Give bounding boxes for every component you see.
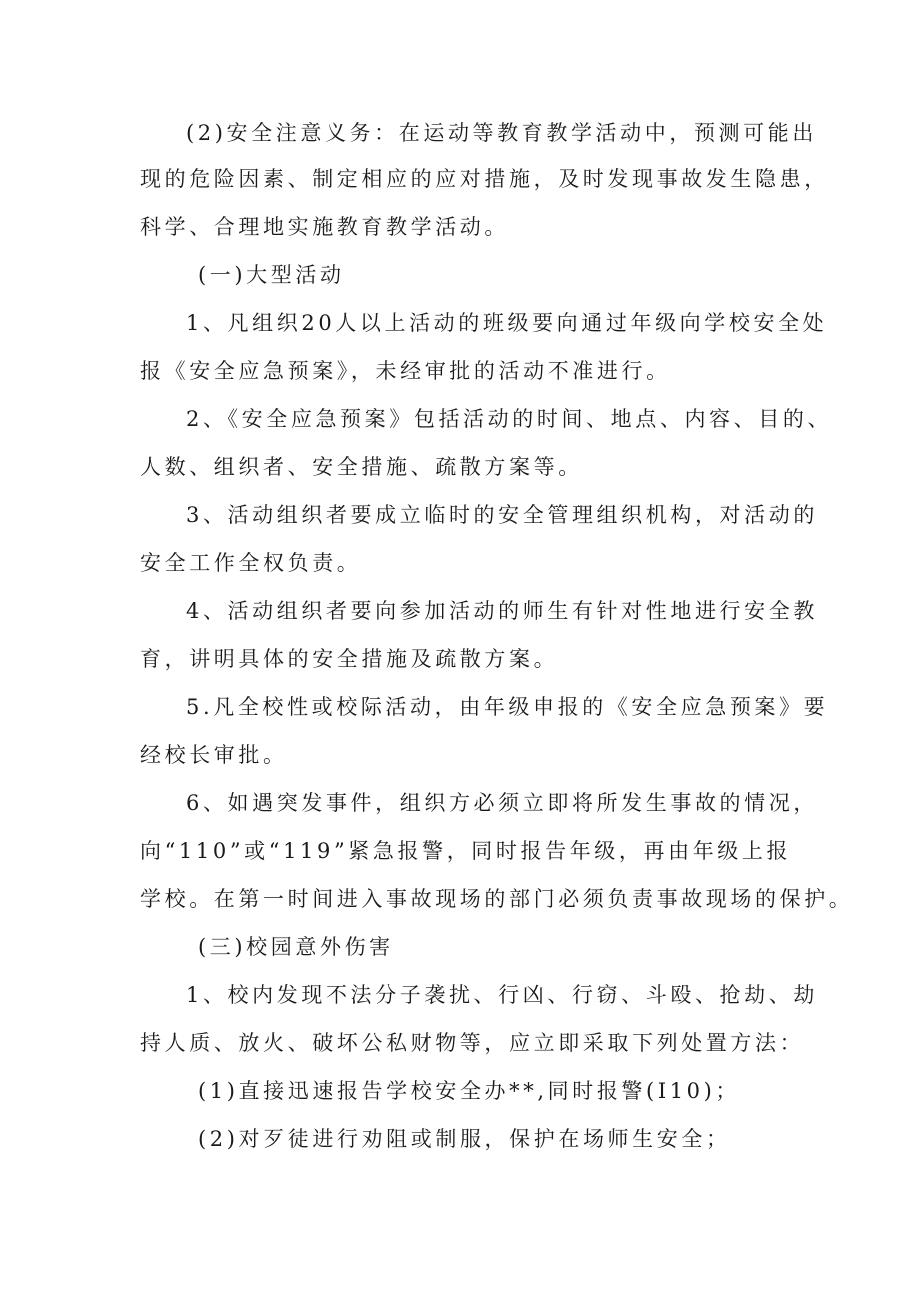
paragraph-line: 4、活动组织者要向参加活动的师生有针对性地进行安全教 <box>186 599 818 623</box>
paragraph-line: 经校长审批。 <box>140 743 288 767</box>
paragraph-line: (2)安全注意义务：在运动等教育教学活动中，预测可能出 <box>186 121 817 145</box>
paragraph-line: 3、活动组织者要成立临时的安全管理组织机构，对活动的 <box>186 503 818 527</box>
paragraph-line: (2)对歹徒进行劝阻或制服，保护在场师生安全； <box>198 1127 731 1151</box>
paragraph-line: 1、校内发现不法分子袭扰、行凶、行窃、斗殴、抢劫、劫 <box>186 983 818 1007</box>
paragraph-line: 1、凡组织20人以上活动的班级要向通过年级向学校安全处 <box>186 311 828 335</box>
paragraph-line: 安全工作全权负责。 <box>140 551 362 575</box>
paragraph-line: 向“110”或“119”紧急报警，同时报告年级，再由年级上报 <box>140 839 792 863</box>
paragraph-line: 6、如遇突发事件，组织方必须立即将所发生事故的情况， <box>186 791 818 815</box>
section-heading: (三)校园意外伤害 <box>198 935 394 959</box>
paragraph-line: 5.凡全校性或校际活动，由年级申报的《安全应急预案》要 <box>186 695 829 719</box>
paragraph-line: (1)直接迅速报告学校安全办**,同时报警(I10)； <box>198 1079 741 1103</box>
paragraph-line: 2、《安全应急预案》包括活动的时间、地点、内容、目的、 <box>186 407 833 431</box>
paragraph-line: 科学、合理地实施教育教学活动。 <box>140 215 509 239</box>
paragraph-line: 现的危险因素、制定相应的应对措施，及时发现事故发生隐患， <box>140 167 829 191</box>
paragraph-line: 学校。在第一时间进入事故现场的部门必须负责事故现场的保护。 <box>140 887 854 911</box>
section-heading: (一)大型活动 <box>198 263 345 287</box>
paragraph-line: 人数、组织者、安全措施、疏散方案等。 <box>140 455 583 479</box>
paragraph-line: 持人质、放火、破坏公私财物等，应立即采取下列处置方法： <box>140 1031 805 1055</box>
paragraph-line: 育，讲明具体的安全措施及疏散方案。 <box>140 647 559 671</box>
paragraph-line: 报《安全应急预案》，未经审批的活动不准进行。 <box>140 359 671 383</box>
